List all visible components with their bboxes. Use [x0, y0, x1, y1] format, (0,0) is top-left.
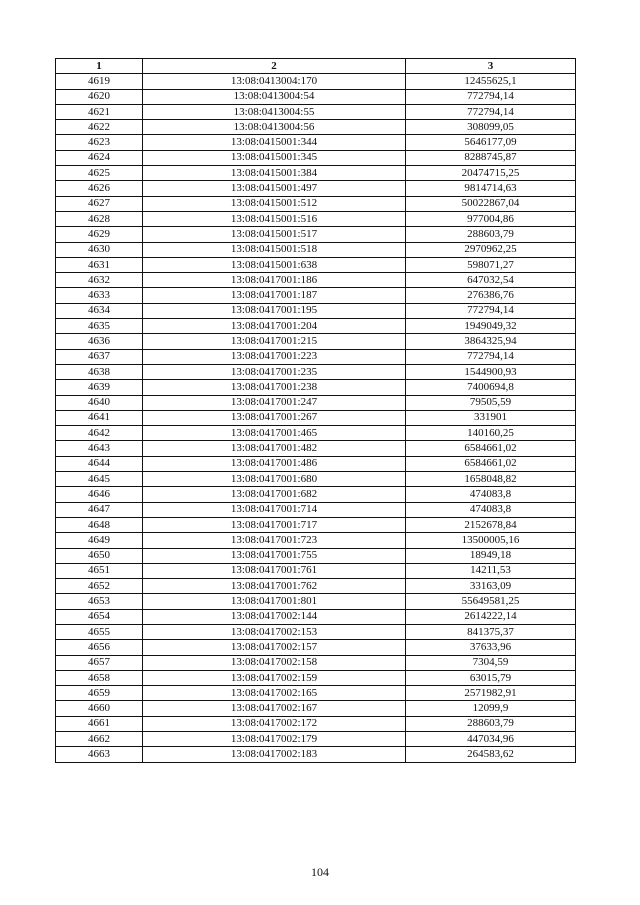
value-cell: 5646177,09 — [406, 135, 576, 150]
row-number-cell: 4627 — [56, 196, 143, 211]
value-cell: 140160,25 — [406, 426, 576, 441]
cadastral-number-cell: 13:08:0417001:761 — [143, 563, 406, 578]
value-cell: 647032,54 — [406, 273, 576, 288]
cadastral-number-cell: 13:08:0417002:153 — [143, 624, 406, 639]
value-cell: 7304,59 — [406, 655, 576, 670]
row-number-cell: 4659 — [56, 686, 143, 701]
row-number-cell: 4652 — [56, 579, 143, 594]
header-cell-2: 2 — [143, 59, 406, 74]
table-row — [56, 472, 576, 487]
value-cell: 264583,62 — [406, 747, 576, 762]
value-cell: 18949,18 — [406, 548, 576, 563]
table-row — [56, 135, 576, 150]
table-row — [56, 410, 576, 425]
value-cell: 3864325,94 — [406, 334, 576, 349]
table-row — [56, 104, 576, 119]
row-number-cell: 4650 — [56, 548, 143, 563]
row-number-cell: 4646 — [56, 487, 143, 502]
value-cell: 55649581,25 — [406, 594, 576, 609]
row-number-cell: 4633 — [56, 288, 143, 303]
row-number-cell: 4653 — [56, 594, 143, 609]
table-row — [56, 120, 576, 135]
value-cell: 2571982,91 — [406, 686, 576, 701]
value-cell: 20474715,25 — [406, 166, 576, 181]
table-row — [56, 211, 576, 226]
table-row — [56, 579, 576, 594]
table-row — [56, 227, 576, 242]
cadastral-number-cell: 13:08:0417001:680 — [143, 472, 406, 487]
page-number: 104 — [311, 865, 329, 879]
cadastral-number-cell: 13:08:0417001:682 — [143, 487, 406, 502]
cadastral-number-cell: 13:08:0417001:215 — [143, 334, 406, 349]
row-number-cell: 4648 — [56, 517, 143, 532]
table-row — [56, 594, 576, 609]
value-cell: 33163,09 — [406, 579, 576, 594]
value-cell: 50022867,04 — [406, 196, 576, 211]
table-row — [56, 150, 576, 165]
value-cell: 772794,14 — [406, 349, 576, 364]
value-cell: 474083,8 — [406, 502, 576, 517]
value-cell: 447034,96 — [406, 732, 576, 747]
row-number-cell: 4639 — [56, 380, 143, 395]
cadastral-number-cell: 13:08:0417002:157 — [143, 640, 406, 655]
cadastral-number-cell: 13:08:0417001:195 — [143, 303, 406, 318]
value-cell: 598071,27 — [406, 257, 576, 272]
row-number-cell: 4629 — [56, 227, 143, 242]
table-row — [56, 273, 576, 288]
table-header — [56, 59, 576, 74]
cadastral-number-cell: 13:08:0415001:516 — [143, 211, 406, 226]
value-cell: 2970962,25 — [406, 242, 576, 257]
cadastral-number-cell: 13:08:0413004:56 — [143, 120, 406, 135]
cadastral-number-cell: 13:08:0417001:204 — [143, 319, 406, 334]
table-row — [56, 655, 576, 670]
row-number-cell: 4641 — [56, 410, 143, 425]
cadastral-number-cell: 13:08:0417001:465 — [143, 426, 406, 441]
cadastral-number-cell: 13:08:0417002:158 — [143, 655, 406, 670]
table-row — [56, 288, 576, 303]
row-number-cell: 4636 — [56, 334, 143, 349]
cadastral-number-cell: 13:08:0413004:55 — [143, 104, 406, 119]
cadastral-number-cell: 13:08:0417001:267 — [143, 410, 406, 425]
cadastral-number-cell: 13:08:0417001:482 — [143, 441, 406, 456]
table-row — [56, 686, 576, 701]
value-cell: 2152678,84 — [406, 517, 576, 532]
value-cell: 276386,76 — [406, 288, 576, 303]
row-number-cell: 4625 — [56, 166, 143, 181]
row-number-cell: 4647 — [56, 502, 143, 517]
value-cell: 1658048,82 — [406, 472, 576, 487]
row-number-cell: 4654 — [56, 609, 143, 624]
row-number-cell: 4644 — [56, 456, 143, 471]
table-row — [56, 517, 576, 532]
cadastral-number-cell: 13:08:0415001:518 — [143, 242, 406, 257]
row-number-cell: 4632 — [56, 273, 143, 288]
row-number-cell: 4658 — [56, 670, 143, 685]
table-row — [56, 624, 576, 639]
value-cell: 8288745,87 — [406, 150, 576, 165]
row-number-cell: 4634 — [56, 303, 143, 318]
value-cell: 13500005,16 — [406, 533, 576, 548]
row-number-cell: 4649 — [56, 533, 143, 548]
row-number-cell: 4643 — [56, 441, 143, 456]
row-number-cell: 4645 — [56, 472, 143, 487]
value-cell: 1949049,32 — [406, 319, 576, 334]
value-cell: 9814714,63 — [406, 181, 576, 196]
value-cell: 288603,79 — [406, 716, 576, 731]
cadastral-number-cell: 13:08:0417002:183 — [143, 747, 406, 762]
value-cell: 12455625,1 — [406, 74, 576, 89]
cadastral-number-cell: 13:08:0417002:144 — [143, 609, 406, 624]
cadastral-number-cell: 13:08:0415001:497 — [143, 181, 406, 196]
cadastral-number-cell: 13:08:0417001:247 — [143, 395, 406, 410]
table-row — [56, 747, 576, 762]
table-body — [56, 74, 576, 762]
value-cell: 977004,86 — [406, 211, 576, 226]
row-number-cell: 4638 — [56, 364, 143, 379]
table-row — [56, 166, 576, 181]
value-cell: 6584661,02 — [406, 456, 576, 471]
value-cell: 14211,53 — [406, 563, 576, 578]
value-cell: 63015,79 — [406, 670, 576, 685]
cadastral-number-cell: 13:08:0417001:714 — [143, 502, 406, 517]
header-cell-3: 3 — [406, 59, 576, 74]
table-row — [56, 303, 576, 318]
row-number-cell: 4663 — [56, 747, 143, 762]
row-number-cell: 4637 — [56, 349, 143, 364]
cadastral-number-cell: 13:08:0417002:179 — [143, 732, 406, 747]
row-number-cell: 4619 — [56, 74, 143, 89]
value-cell: 288603,79 — [406, 227, 576, 242]
value-cell: 772794,14 — [406, 104, 576, 119]
cadastral-number-cell: 13:08:0417001:186 — [143, 273, 406, 288]
table-row — [56, 334, 576, 349]
value-cell: 1544900,93 — [406, 364, 576, 379]
row-number-cell: 4642 — [56, 426, 143, 441]
table-row — [56, 732, 576, 747]
cadastral-number-cell: 13:08:0417002:165 — [143, 686, 406, 701]
row-number-cell: 4657 — [56, 655, 143, 670]
cadastral-number-cell: 13:08:0415001:344 — [143, 135, 406, 150]
row-number-cell: 4630 — [56, 242, 143, 257]
row-number-cell: 4661 — [56, 716, 143, 731]
value-cell: 331901 — [406, 410, 576, 425]
cadastral-number-cell: 13:08:0415001:345 — [143, 150, 406, 165]
data-table — [55, 58, 576, 763]
cadastral-number-cell: 13:08:0417001:801 — [143, 594, 406, 609]
row-number-cell: 4660 — [56, 701, 143, 716]
table-row — [56, 196, 576, 211]
table-row — [56, 441, 576, 456]
table-row — [56, 426, 576, 441]
value-cell: 37633,96 — [406, 640, 576, 655]
header-cell-1: 1 — [56, 59, 143, 74]
table-row — [56, 181, 576, 196]
table-row — [56, 349, 576, 364]
row-number-cell: 4655 — [56, 624, 143, 639]
table-row — [56, 242, 576, 257]
value-cell: 772794,14 — [406, 303, 576, 318]
cadastral-number-cell: 13:08:0417002:159 — [143, 670, 406, 685]
row-number-cell: 4651 — [56, 563, 143, 578]
row-number-cell: 4622 — [56, 120, 143, 135]
table-row — [56, 456, 576, 471]
table-row — [56, 502, 576, 517]
row-number-cell: 4631 — [56, 257, 143, 272]
value-cell: 79505,59 — [406, 395, 576, 410]
table-row — [56, 319, 576, 334]
row-number-cell: 4640 — [56, 395, 143, 410]
cadastral-number-cell: 13:08:0415001:517 — [143, 227, 406, 242]
row-number-cell: 4621 — [56, 104, 143, 119]
row-number-cell: 4656 — [56, 640, 143, 655]
cadastral-number-cell: 13:08:0417002:172 — [143, 716, 406, 731]
value-cell: 12099,9 — [406, 701, 576, 716]
row-number-cell: 4626 — [56, 181, 143, 196]
value-cell: 6584661,02 — [406, 441, 576, 456]
cadastral-number-cell: 13:08:0417001:723 — [143, 533, 406, 548]
cadastral-number-cell: 13:08:0417002:167 — [143, 701, 406, 716]
table-row — [56, 380, 576, 395]
table-row — [56, 533, 576, 548]
table-row — [56, 74, 576, 89]
table-row — [56, 395, 576, 410]
table-row — [56, 364, 576, 379]
cadastral-number-cell: 13:08:0417001:187 — [143, 288, 406, 303]
cadastral-number-cell: 13:08:0417001:238 — [143, 380, 406, 395]
table-row — [56, 609, 576, 624]
value-cell: 772794,14 — [406, 89, 576, 104]
value-cell: 841375,37 — [406, 624, 576, 639]
cadastral-number-cell: 13:08:0417001:235 — [143, 364, 406, 379]
cadastral-number-cell: 13:08:0417001:762 — [143, 579, 406, 594]
table-row — [56, 257, 576, 272]
cadastral-number-cell: 13:08:0417001:486 — [143, 456, 406, 471]
value-cell: 308099,05 — [406, 120, 576, 135]
table-row — [56, 640, 576, 655]
table-row — [56, 89, 576, 104]
value-cell: 2614222,14 — [406, 609, 576, 624]
table-row — [56, 670, 576, 685]
row-number-cell: 4623 — [56, 135, 143, 150]
cadastral-number-cell: 13:08:0417001:755 — [143, 548, 406, 563]
cadastral-number-cell: 13:08:0417001:717 — [143, 517, 406, 532]
row-number-cell: 4620 — [56, 89, 143, 104]
row-number-cell: 4624 — [56, 150, 143, 165]
cadastral-number-cell: 13:08:0413004:54 — [143, 89, 406, 104]
cadastral-number-cell: 13:08:0415001:384 — [143, 166, 406, 181]
row-number-cell: 4662 — [56, 732, 143, 747]
table-row — [56, 563, 576, 578]
table-row — [56, 548, 576, 563]
value-cell: 7400694,8 — [406, 380, 576, 395]
header-row — [56, 59, 576, 74]
value-cell: 474083,8 — [406, 487, 576, 502]
cadastral-number-cell: 13:08:0417001:223 — [143, 349, 406, 364]
table-row — [56, 701, 576, 716]
cadastral-number-cell: 13:08:0415001:512 — [143, 196, 406, 211]
row-number-cell: 4628 — [56, 211, 143, 226]
row-number-cell: 4635 — [56, 319, 143, 334]
cadastral-number-cell: 13:08:0413004:170 — [143, 74, 406, 89]
table-row — [56, 716, 576, 731]
cadastral-number-cell: 13:08:0415001:638 — [143, 257, 406, 272]
table-row — [56, 487, 576, 502]
